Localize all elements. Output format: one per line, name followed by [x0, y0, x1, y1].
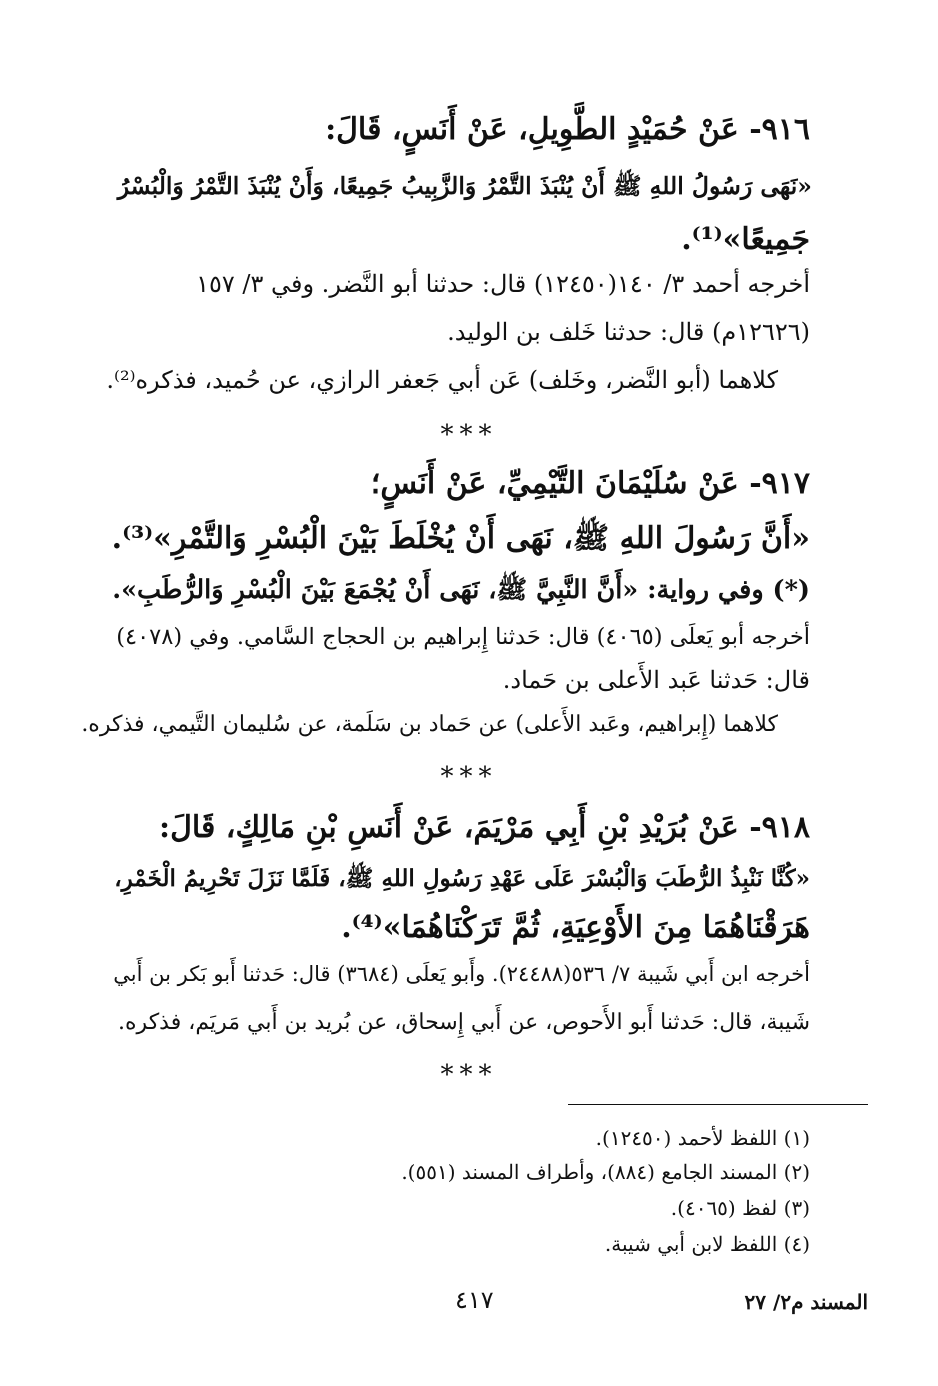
hadith-917-source-line2: قال: حَدثنا عَبد الأَعلى بن حَماد. — [502, 666, 810, 694]
hadith-918-source-line2: شَيبة، قال: حَدثنا أَبو الأَحوص، عن أَبي إِسحاق، عن بُريد بن أَبي مَريَم، فذكره. — [118, 1010, 810, 1035]
hadith-916-text-line1: «نَهَى رَسُولُ اللهِ ﷺ أَنْ يُنْبَذَ التَّمْرُ وَالزَّبِيبُ جَمِيعًا، وَأَنْ يُنْبَذَ التَّمْرُ وَالْبُسْرُ — [117, 172, 812, 200]
hadith-917-source-line1: أخرجه أبو يَعلَى (٤٠٦٥) قال: حَدثنا إِبراهيم بن الحجاج السَّامي. وفي (٤٠٧٨) — [116, 624, 810, 650]
hadith-918-heading: ٩١٨- عَنْ بُرَيْدِ بْنِ أَبِي مَرْيَمَ، عَنْ أَنَسِ بْنِ مَالِكٍ، قَالَ: — [159, 810, 810, 845]
hadith-918-source-line1: أخرجه ابن أَبي شَيبة ٧/ ٥٣٦(٢٤٤٨٨). وأَبو يَعلَى (٣٦٨٤) قال: حَدثنا أَبو بَكر بن أَبي — [113, 962, 810, 986]
footnote-divider — [568, 1104, 868, 1105]
signature-mark: المسند م٢/ ٢٧ — [744, 1290, 868, 1314]
section-separator: *** — [440, 1060, 498, 1090]
footnote-2: (٢) المسند الجامع (٨٨٤)، وأطراف المسند (٥٥١). — [401, 1160, 810, 1184]
hadith-916-heading: ٩١٦- عَنْ حُمَيْدٍ الطَّوِيلِ، عَنْ أَنَسٍ، قَالَ: — [325, 112, 810, 147]
footnote-3: (٣) لفظ (٤٠٦٥). — [670, 1196, 810, 1220]
hadith-917-heading: ٩١٧- عَنْ سُلَيْمَانَ التَّيْمِيِّ، عَنْ أَنَسٍ؛ — [370, 466, 810, 501]
page-number: ٤١٧ — [455, 1286, 494, 1314]
hadith-918-text-line2: هَرَقْنَاهُمَا مِنَ الأَوْعِيَةِ، ثُمَّ تَرَكْنَاهُمَا»⁽⁴⁾. — [341, 910, 810, 945]
footnote-1: (١) اللفظ لأحمد (١٢٤٥٠). — [595, 1126, 810, 1150]
footnote-4: (٤) اللفظ لابن أبي شيبة. — [604, 1232, 810, 1256]
hadith-917-riwaya: (*) وفي رواية: «أَنَّ النَّبِيَّ ﷺ، نَهَى أَنْ يُجْمَعَ بَيْنَ الْبُسْرِ وَالرُّطَبِ». — [112, 575, 810, 605]
hadith-916-text-line2: جَمِيعًا»⁽¹⁾. — [681, 222, 810, 257]
hadith-916-source-line3: كلاهما (أبو النَّضر، وخَلف) عَن أبي جَعفر الرازي، عن حُميد، فذكره⁽²⁾. — [106, 366, 778, 394]
section-separator: *** — [440, 762, 498, 792]
section-separator: *** — [440, 420, 498, 450]
hadith-918-text-line1: «كُنَّا نَنْبِذُ الرُّطَبَ وَالْبُسْرَ عَلَى عَهْدِ رَسُولِ اللهِ ﷺ، فَلَمَّا نَزَلَ تَحْرِيمُ الْخَمْرِ، — [114, 865, 810, 892]
hadith-917-text-line1: «أَنَّ رَسُولَ اللهِ ﷺ، نَهَى أَنْ يُخْلَطَ بَيْنَ الْبُسْرِ وَالتَّمْرِ»⁽³⁾. — [111, 521, 810, 556]
hadith-916-source-line2: (١٢٦٢٦م) قال: حدثنا خَلف بن الوليد. — [447, 318, 810, 346]
hadith-917-source-line3: كلاهما (إِبراهيم، وعَبد الأَعلى) عن حَماد بن سَلَمة، عن سُليمان التَّيمي، فذكره. — [81, 712, 778, 737]
hadith-916-source-line1: أخرجه أحمد ٣/ ١٤٠(١٢٤٥٠) قال: حدثنا أبو النَّضر. وفي ٣/ ١٥٧ — [196, 270, 810, 298]
